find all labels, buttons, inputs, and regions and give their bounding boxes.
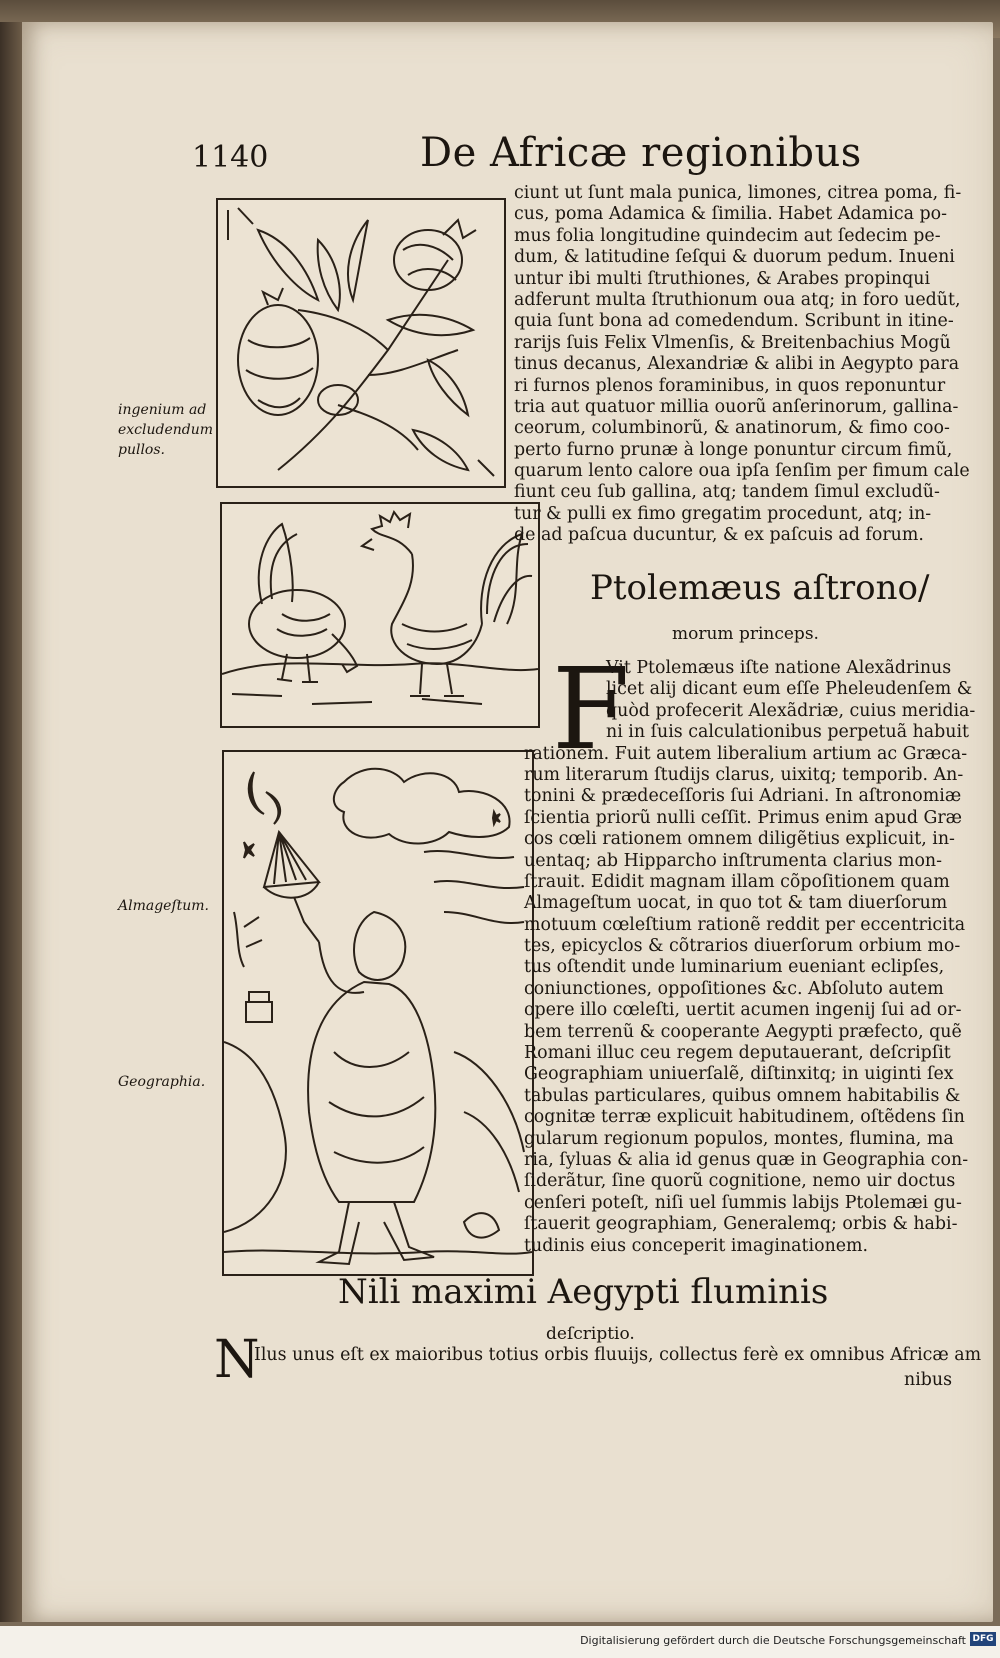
text-line: quòd profecerit Alexãdriæ, cuius meridia- bbox=[606, 700, 976, 721]
text-line: ni in ſuis calculationibus perpetuã habuit bbox=[606, 722, 970, 743]
pomegranate-woodcut bbox=[216, 198, 506, 488]
ptolemy-paragraph bbox=[524, 658, 975, 1257]
text-line: perto furno prunæ à longe ponuntur circum fimũ, bbox=[514, 439, 953, 460]
text-line: tudinis eius conceperit imaginationem. bbox=[524, 1235, 869, 1256]
intro-paragraph bbox=[514, 183, 970, 547]
text-line: cognitæ terræ explicuit habitudinem, oſtẽdens ſin bbox=[524, 1107, 965, 1128]
marginal-note-almagest: Almageſtum. bbox=[118, 898, 210, 914]
page-number: 1140 bbox=[192, 140, 269, 175]
ptolemy-illustration bbox=[224, 752, 532, 1274]
footer-credit: Digitalisierung gefördert durch die Deutsche Forschungsgemeinschaft bbox=[580, 1634, 966, 1647]
text-line: ceorum, columbinorũ, & anatinorum, & fimo coo- bbox=[514, 418, 950, 439]
ptolemy-astronomer-woodcut bbox=[222, 750, 534, 1276]
text-line: cenſeri poteſt, niſi uel ſummis labijs Ptolemæi gu- bbox=[524, 1192, 962, 1213]
text-line: ciunt ut ſunt mala punica, limones, citrea poma, fi- bbox=[514, 183, 962, 203]
text-line: dum, & latitudine ſeſqui & duorum pedum. Inueni bbox=[514, 247, 955, 268]
nile-text-line: Ilus unus eſt ex maioribus totius orbis fluuijs, collectus ferè ex omnibus Africæ am bbox=[254, 1345, 982, 1365]
text-line: ſcientia priorũ nulli ceſſit. Primus enim apud Græ bbox=[524, 807, 963, 828]
running-title: De Africæ regionibus bbox=[420, 130, 862, 176]
pomegranate-illustration bbox=[218, 200, 504, 486]
text-line: tonini & prædeceſſoris ſui Adriani. In aſtronomiæ bbox=[524, 786, 962, 807]
text-line: cus, poma Adamica & ſimilia. Habet Adamica po- bbox=[514, 204, 947, 225]
section-heading-nile: Nili maximi Aegypti fluminis bbox=[338, 1272, 829, 1312]
text-line: tus oſtendit unde luminarium eueniant eclipſes, bbox=[524, 957, 945, 978]
text-line: motuum cœleſtium rationẽ reddit per eccentricita bbox=[524, 914, 966, 935]
marginal-note-incubation bbox=[118, 400, 213, 460]
text-line: Romani illuc ceu regem deputauerant, deſcripſit bbox=[524, 1043, 951, 1064]
text-line: Geographiam uniuerſalẽ, diſtinxitq; in uiginti ſex bbox=[524, 1064, 954, 1085]
text-line: rationem. Fuit autem liberalium artium ac Græca- bbox=[524, 743, 968, 764]
text-line: de ad paſcua ducuntur, & ex paſcuis ad forum. bbox=[514, 525, 924, 546]
text-line: quia ſunt bona ad comedendum. Scribunt in itine- bbox=[514, 311, 954, 332]
text-line: tinus decanus, Alexandriæ & alibi in Aegypto para bbox=[514, 354, 960, 375]
text-line: tabulas particulares, quibus omnem habitabilis & bbox=[524, 1085, 961, 1106]
poultry-illustration bbox=[222, 504, 538, 726]
text-line: fiunt ceu ſub gallina, atq; tandem ſimul excludũ- bbox=[514, 482, 940, 503]
dropcap-f: F bbox=[552, 645, 630, 775]
dfg-logo: DFG bbox=[970, 1632, 996, 1646]
text-line: tur & pulli ex fimo gregatim procedunt, atq; in- bbox=[514, 503, 932, 524]
text-line: licet alij dicant eum eſſe Pheleudenſem & bbox=[606, 679, 973, 700]
text-line: rum literarum ſtudijs clarus, uixitq; temporib. An- bbox=[524, 764, 964, 785]
text-line: coniunctiones, oppoſitiones &c. Abſoluto autem bbox=[524, 978, 944, 999]
text-line: bem terrenũ & cooperante Aegypti præfecto, quẽ bbox=[524, 1021, 962, 1042]
text-line: ſtrauit. Edidit magnam illam cõpoſitionem quam bbox=[524, 871, 950, 892]
text-line: Vit Ptolemæus iſte natione Alexãdrinus bbox=[606, 658, 952, 678]
text-line: untur ibi multi ſtruthiones, & Arabes propinqui bbox=[514, 268, 931, 289]
marginal-note-geographia: Geographia. bbox=[118, 1074, 206, 1090]
section-subheading-ptolemy: morum princeps. bbox=[672, 624, 819, 644]
text-line: gularum regionum populos, montes, flumina, ma bbox=[524, 1128, 954, 1149]
text-line: tria aut quatuor millia ouorũ anſerinorum, gallina- bbox=[514, 396, 959, 417]
section-heading-ptolemy: Ptolemæus aſtrono/ bbox=[590, 568, 930, 608]
text-line: ſiderãtur, ſine quorũ cognitione, nemo uir doctus bbox=[524, 1171, 956, 1192]
text-line: opere illo cœleſti, uertit acumen ingenij ſui ad or- bbox=[524, 1000, 962, 1021]
text-line: tes, epicyclos & cõtrarios diuerſorum orbium mo- bbox=[524, 936, 961, 957]
text-line: uentaq; ab Hipparcho inſtrumenta clarius mon- bbox=[524, 850, 943, 871]
marginal-line: ingenium ad bbox=[118, 402, 207, 418]
text-line: ri furnos plenos foraminibus, in quos reponuntur bbox=[514, 375, 946, 396]
hen-and-rooster-woodcut bbox=[220, 502, 540, 728]
dropcap-n: N bbox=[214, 1330, 260, 1390]
text-line: Almageſtum uocat, in quo tot & tam diuerſorum bbox=[524, 893, 948, 914]
section-subheading-nile: deſcriptio. bbox=[546, 1324, 635, 1344]
text-line: adferunt multa ſtruthionum oua atq; in foro uedũt, bbox=[514, 289, 961, 310]
catchword: nibus bbox=[904, 1370, 953, 1390]
text-line: mus folia longitudine quindecim aut ſedecim pe- bbox=[514, 225, 941, 246]
marginal-line: excludendum bbox=[118, 422, 214, 438]
marginal-line: pullos. bbox=[118, 442, 165, 458]
text-line: cos cœli rationem omnem diligẽtius explicuit, in- bbox=[524, 829, 955, 850]
text-line: quarum lento calore oua ipſa ſenſim per fimum cale bbox=[514, 461, 970, 482]
text-line: ria, ſyluas & alia id genus quæ in Geographia con- bbox=[524, 1149, 969, 1170]
text-line: ſtauerit geographiam, Generalemq; orbis & habi- bbox=[524, 1214, 958, 1235]
text-line: rarijs ſuis Felix Vlmenſis, & Breitenbachius Mogũ bbox=[514, 332, 951, 353]
book-binding bbox=[0, 22, 22, 1622]
